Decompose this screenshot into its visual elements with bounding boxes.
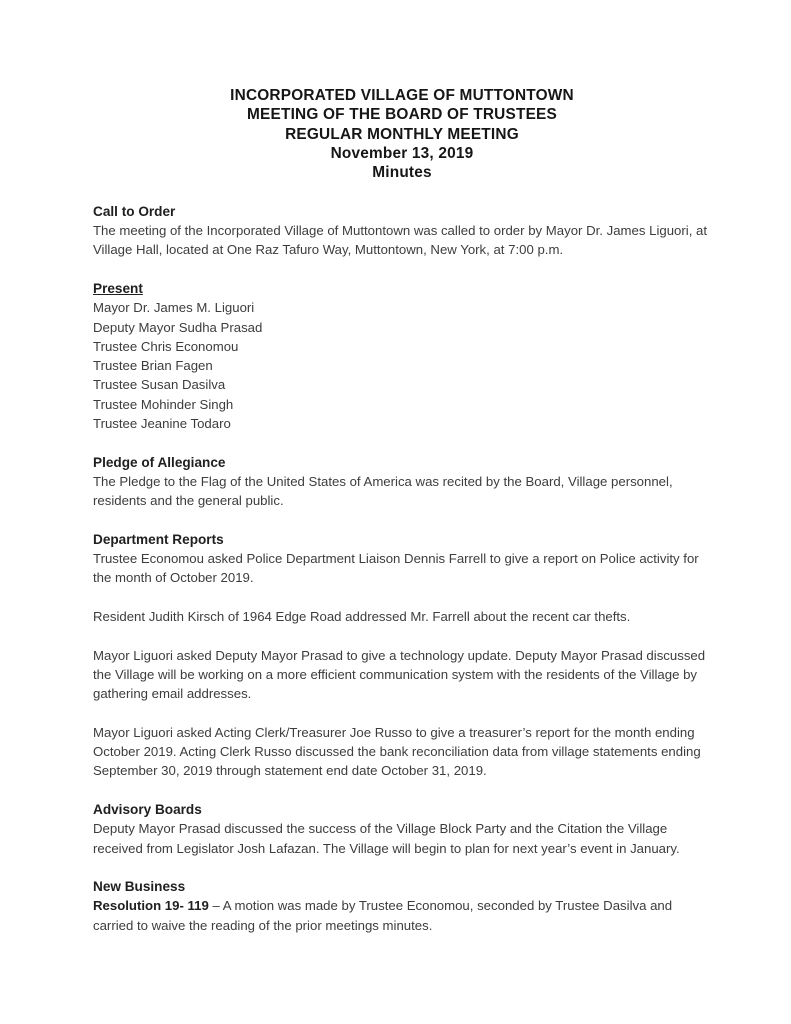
section-advisory-boards [93,800,711,858]
attendee: Trustee Mohinder Singh [93,396,234,412]
attendee-list [93,298,711,433]
attendee: Trustee Chris Economou [93,338,239,354]
document-title [93,86,711,182]
paragraph [93,896,711,935]
section-call-to-order [93,202,711,260]
attendee: Mayor Dr. James M. Liguori [93,300,255,316]
section-heading: Call to Order [93,203,176,219]
title-line: MEETING OF THE BOARD OF TRUSTEES [247,106,557,124]
title-line: November 13, 2019 [330,144,474,162]
paragraph: Trustee Economou asked Police Department Liaison Dennis Farrell to give a report on Police activity for the month of October 2019. [93,551,699,586]
section-present [93,279,711,433]
resolution-text: – A motion was made by Trustee Economou, seconded by Trustee Dasilva and carried to waive the reading of the prior meetings minutes. [93,898,673,933]
title-line: Minutes [372,164,432,182]
paragraph: Mayor Liguori asked Acting Clerk/Treasurer Joe Russo to give a treasurer’s report for the month ending October 2019. Acting Clerk Russo discussed the bank reconciliation data from village statements ending September 30, 2019 through statement end date October 31, 2019. [93,724,701,779]
section-heading: Advisory Boards [93,801,202,817]
paragraph: Deputy Mayor Prasad discussed the success of the Village Block Party and the Citation the Village received from Legislator Josh Lafazan. The Village will begin to plan for next year’s event in January. [93,821,680,856]
paragraph: Resident Judith Kirsch of 1964 Edge Road addressed Mr. Farrell about the recent car thefts. [93,609,631,625]
resolution-number: Resolution 19- 119 [93,898,209,914]
attendee: Trustee Jeanine Todaro [93,416,231,432]
section-heading: Department Reports [93,531,224,547]
attendee: Deputy Mayor Sudha Prasad [93,319,263,335]
section-heading: Pledge of Allegiance [93,454,226,470]
paragraph: The Pledge to the Flag of the United States of America was recited by the Board, Village personnel, residents and the general public. [93,473,673,509]
section-department-reports [93,530,711,781]
section-new-business [93,877,711,935]
section-heading: Present [93,280,143,296]
attendee: Trustee Susan Dasilva [93,377,226,393]
paragraph: Mayor Liguori asked Deputy Mayor Prasad to give a technology update. Deputy Mayor Prasad discussed the Village will be working on a more efficient communication system with the residents of the Village by gathering email addresses. [93,647,706,702]
attendee: Trustee Brian Fagen [93,358,213,374]
paragraph: The meeting of the Incorporated Village of Muttontown was called to order by Mayor Dr. James Liguori, at Village Hall, located at One Raz Tafuro Way, Muttontown, New York, at 7:00 p.m. [93,223,708,258]
title-line: INCORPORATED VILLAGE OF MUTTONTOWN [230,87,574,104]
section-pledge-of-allegiance [93,453,711,511]
section-heading: New Business [93,879,186,895]
title-line: REGULAR MONTHLY MEETING [285,125,519,143]
